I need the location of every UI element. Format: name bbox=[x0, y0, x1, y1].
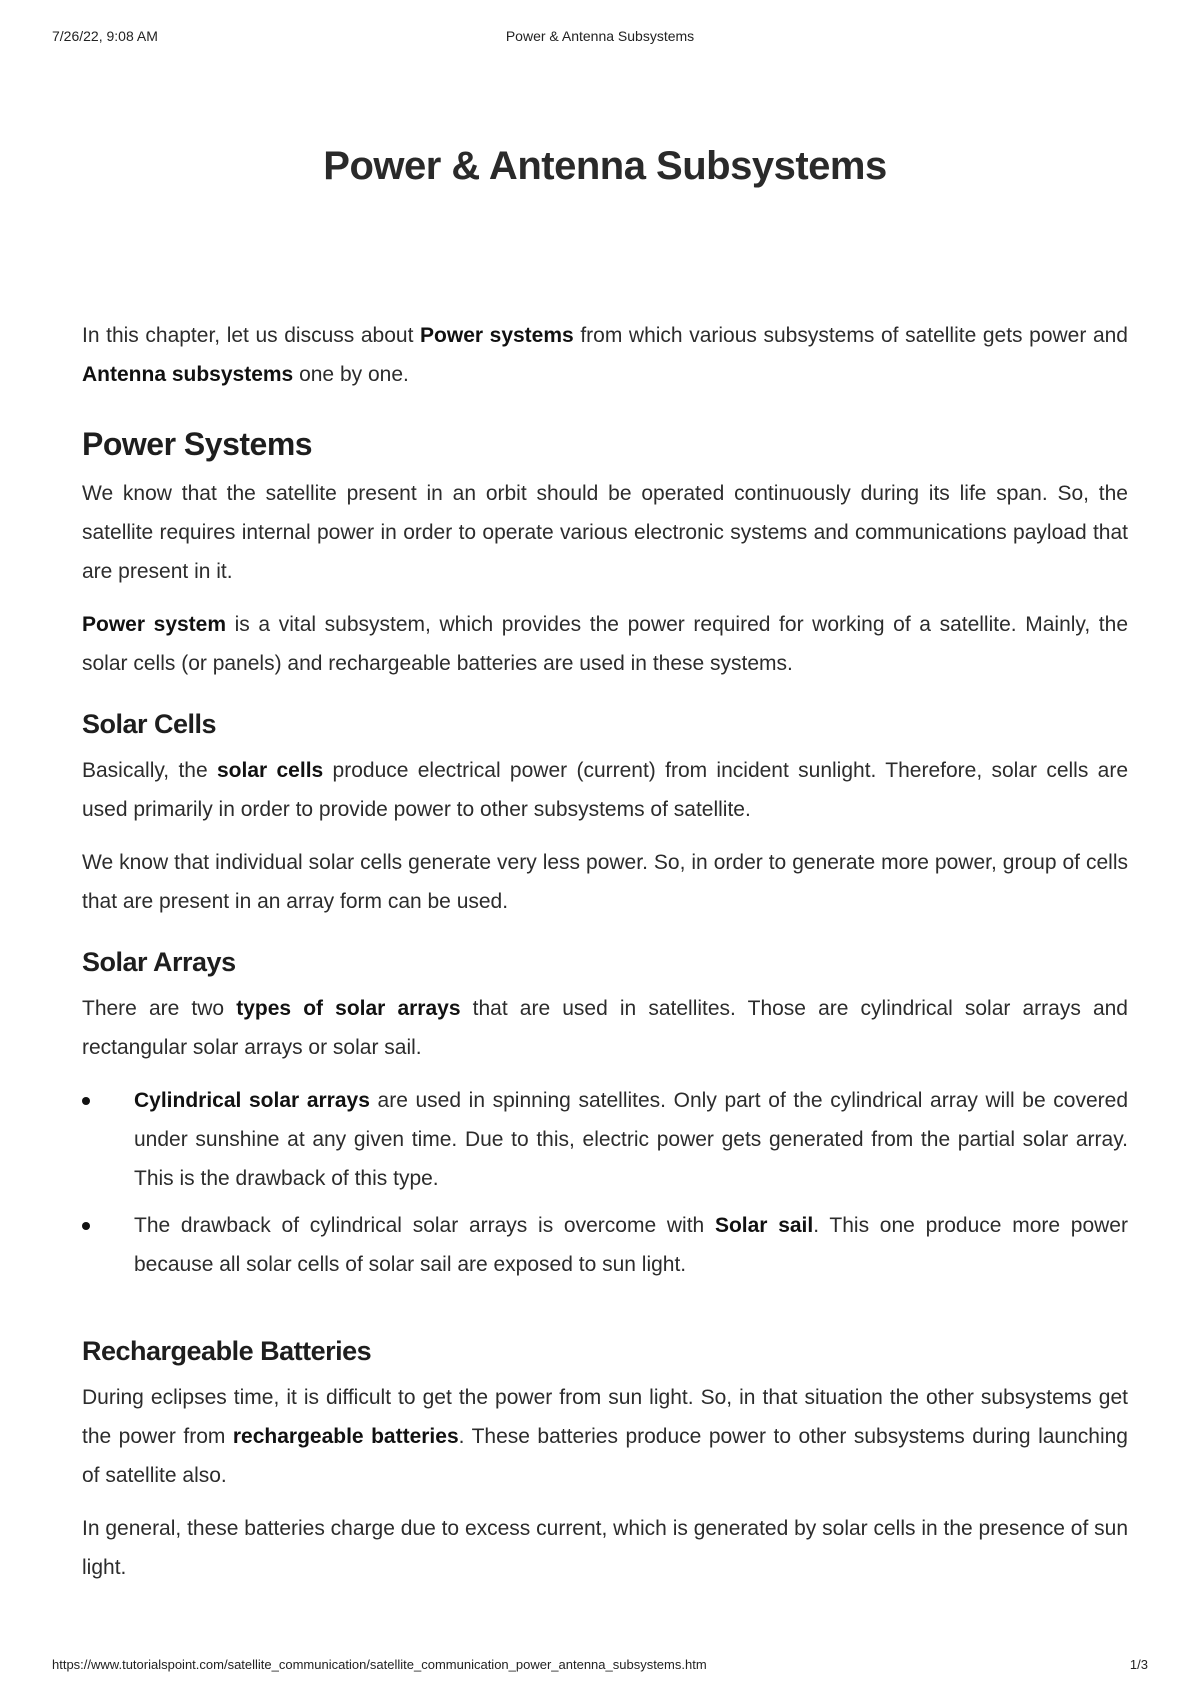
bullet-icon bbox=[82, 1222, 90, 1230]
power-systems-paragraph-2: Power system is a vital subsystem, which provides the power required for working of a satellite. Mainly, the solar cells (or panels) and rechargeable batteries are used in these systems. bbox=[82, 613, 1128, 675]
bullet-icon bbox=[82, 1097, 90, 1105]
print-datetime: 7/26/22, 9:08 AM bbox=[52, 28, 158, 44]
rechargeable-batteries-paragraph-2: In general, these batteries charge due to excess current, which is generated by solar cells in the presence of sun light. bbox=[82, 1517, 1128, 1579]
list-item: Cylindrical solar arrays are used in spinning satellites. Only part of the cylindrical array will be covered under sunshine at any given time. Due to this, electric power gets generated from the partial solar array. This is the drawback of this type. bbox=[82, 1081, 1128, 1198]
heading-power-systems: Power Systems bbox=[82, 426, 313, 462]
power-systems-term: Power systems bbox=[420, 324, 574, 347]
solar-cells-paragraph-2: We know that individual solar cells generate very less power. So, in order to generate more power, group of cells that are present in an array form can be used. bbox=[82, 851, 1128, 913]
solar-cells-term: solar cells bbox=[216, 759, 324, 782]
solar-sail-term: Solar sail bbox=[714, 1214, 814, 1237]
solar-cells-paragraph-1: Basically, the solar cells produce electrical power (current) from incident sunlight. Therefore, solar cells are used primarily in order to provide power to other subsystems of satellite. bbox=[82, 759, 1129, 821]
rechargeable-batteries-paragraph-1: During eclipses time, it is difficult to get the power from sun light. So, in that situation the other subsystems get the power from rechargeable batteries. These batteries produce power to other subsystems during launching of satellite also. bbox=[82, 1386, 1128, 1487]
heading-solar-arrays: Solar Arrays bbox=[82, 947, 236, 977]
print-page-title: Power & Antenna Subsystems bbox=[505, 28, 695, 44]
power-systems-paragraph-1: We know that the satellite present in an orbit should be operated continuously during its life span. So, the satellite requires internal power in order to operate various electronic systems and communications payload that are present in it. bbox=[82, 482, 1128, 583]
page-title: Power & Antenna Subsystems bbox=[323, 144, 887, 188]
rechargeable-batteries-term: rechargeable batteries bbox=[232, 1425, 459, 1448]
power-system-term: Power system bbox=[82, 613, 227, 636]
heading-solar-cells: Solar Cells bbox=[82, 709, 217, 739]
cylindrical-solar-arrays-term: Cylindrical solar arrays bbox=[134, 1089, 370, 1112]
solar-arrays-list bbox=[82, 1081, 1128, 1284]
article bbox=[82, 130, 1128, 1601]
heading-rechargeable-batteries: Rechargeable Batteries bbox=[82, 1336, 372, 1366]
antenna-subsystems-term: Antenna subsystems bbox=[82, 363, 294, 386]
list-item: The drawback of cylindrical solar arrays is overcome with Solar sail. This one produce more power because all solar cells of solar sail are exposed to sun light. bbox=[82, 1206, 1128, 1284]
solar-arrays-paragraph: There are two types of solar arrays that are used in satellites. Those are cylindrical solar arrays and rectangular solar arrays or solar sail. bbox=[82, 997, 1128, 1059]
source-url: https://www.tutorialspoint.com/satellite_communication/satellite_communication_power_antenna_subsystems.htm bbox=[52, 1657, 707, 1672]
intro-paragraph: In this chapter, let us discuss about Power systems from which various subsystems of satellite gets power and Antenna subsystems one by one. bbox=[82, 324, 1128, 386]
types-of-solar-arrays-term: types of solar arrays bbox=[236, 997, 461, 1020]
page-number: 1/3 bbox=[1129, 1657, 1148, 1672]
print-header bbox=[52, 28, 1148, 48]
print-footer bbox=[52, 1657, 1148, 1677]
